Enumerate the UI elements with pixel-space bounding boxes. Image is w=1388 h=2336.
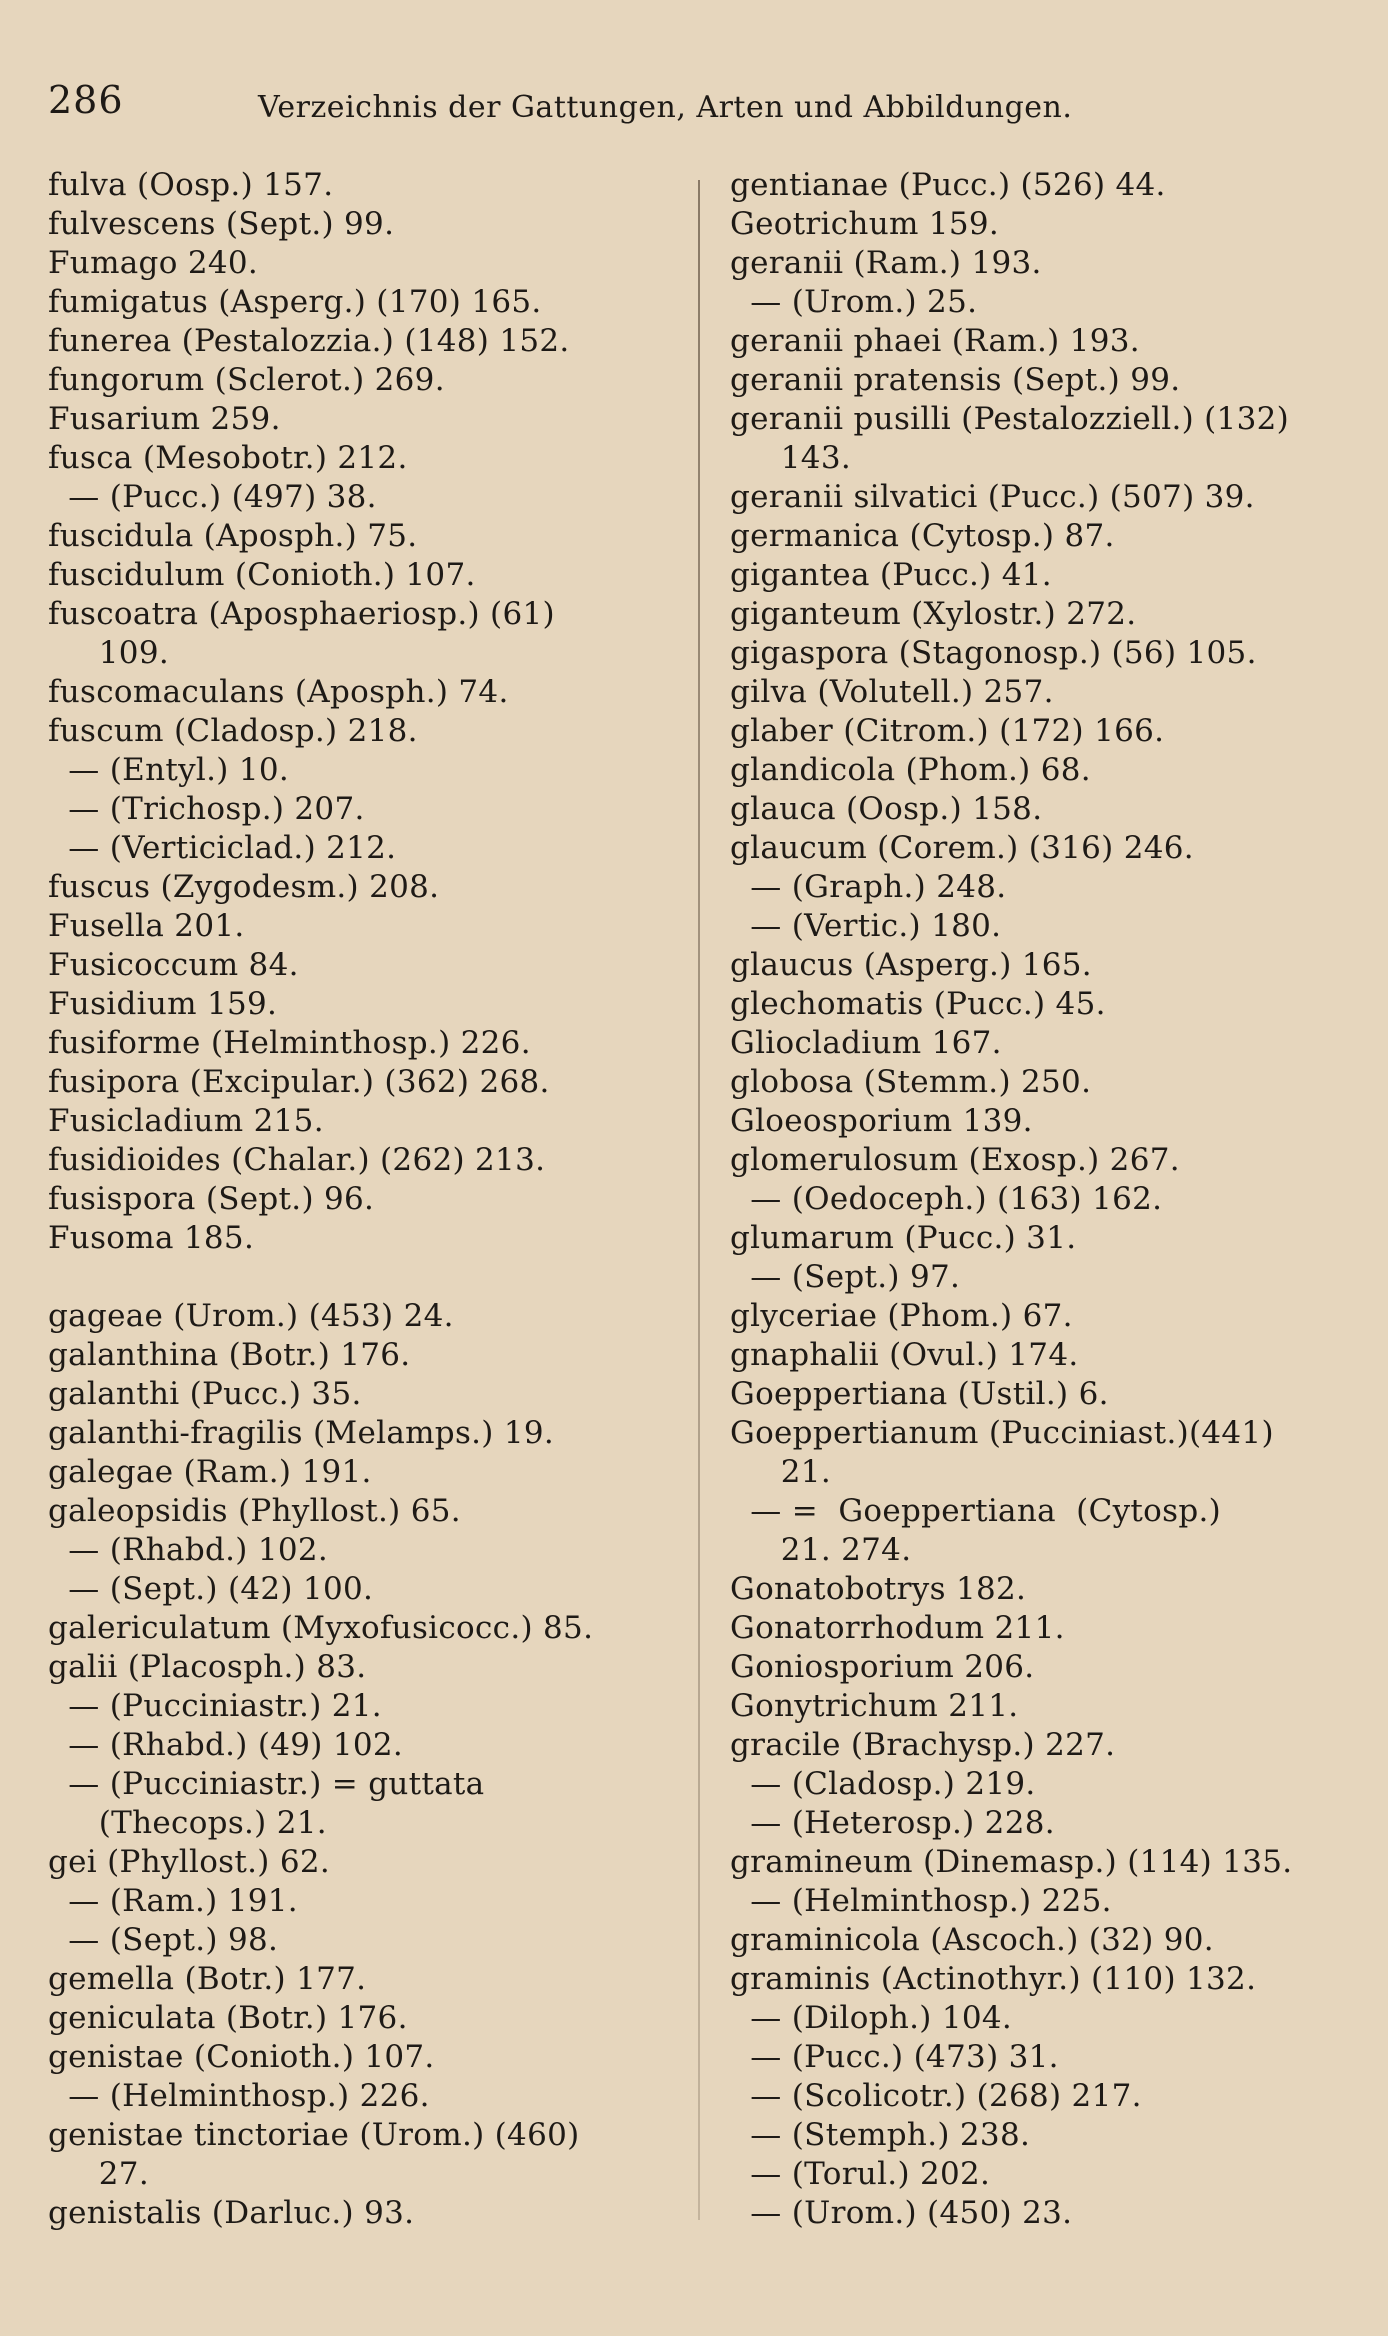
index-entry: Goniosporium 206.	[730, 1649, 1035, 1685]
section-gap	[48, 1258, 688, 1297]
index-entry: gramineum (Dinemasp.) (114) 135.	[730, 1844, 1293, 1880]
index-entry: 21.	[730, 1454, 831, 1490]
index-entry: glumarum (Pucc.) 31.	[730, 1220, 1077, 1256]
index-entry: gigaspora (Stagonosp.) (56) 105.	[730, 635, 1257, 671]
index-entry: — (Cladosp.) 219.	[730, 1766, 1036, 1802]
page-number: 286	[48, 78, 124, 122]
index-entry: — (Helminthosp.) 225.	[730, 1883, 1112, 1919]
index-entry: fuscum (Cladosp.) 218.	[48, 713, 418, 749]
index-entry: Goeppertianum (Pucciniast.)(441)	[730, 1415, 1274, 1451]
index-entry: galanthi (Pucc.) 35.	[48, 1376, 362, 1412]
index-entry: geranii (Ram.) 193.	[730, 245, 1042, 281]
index-entry: — (Scolicotr.) (268) 217.	[730, 2078, 1142, 2114]
index-entry: — (Sept.) (42) 100.	[48, 1571, 374, 1607]
index-entry: — (Graph.) 248.	[730, 869, 1007, 905]
index-entry: glandicola (Phom.) 68.	[730, 752, 1091, 788]
index-entry: fungorum (Sclerot.) 269.	[48, 362, 445, 398]
index-entry: Gonytrichum 211.	[730, 1688, 1019, 1724]
index-entry: gageae (Urom.) (453) 24.	[48, 1298, 454, 1334]
index-entry: — (Helminthosp.) 226.	[48, 2078, 430, 2114]
index-entry: 21. 274.	[730, 1532, 912, 1568]
index-entry: fusidioides (Chalar.) (262) 213.	[48, 1142, 546, 1178]
index-column-right	[730, 166, 1350, 2233]
index-entry: — (Urom.) 25.	[730, 284, 978, 320]
index-entry: genistae (Conioth.) 107.	[48, 2039, 435, 2075]
index-entry: glauca (Oosp.) 158.	[730, 791, 1043, 827]
index-entry: — (Verticiclad.) 212.	[48, 830, 397, 866]
index-entry: fulva (Oosp.) 157.	[48, 167, 334, 203]
index-entry: Fusicladium 215.	[48, 1103, 324, 1139]
index-entry: fusispora (Sept.) 96.	[48, 1181, 375, 1217]
index-entry: Fusoma 185.	[48, 1220, 255, 1256]
index-entry: gnaphalii (Ovul.) 174.	[730, 1337, 1079, 1373]
index-entry: — (Trichosp.) 207.	[48, 791, 365, 827]
index-entry: — (Torul.) 202.	[730, 2156, 991, 2192]
index-entry: — = Goeppertiana (Cytosp.)	[730, 1493, 1222, 1529]
index-entry: — (Heterosp.) 228.	[730, 1805, 1055, 1841]
index-entry: Fumago 240.	[48, 245, 259, 281]
index-entry: galanthina (Botr.) 176.	[48, 1337, 411, 1373]
index-entry: galii (Placosph.) 83.	[48, 1649, 367, 1685]
index-entry: (Thecops.) 21.	[48, 1805, 327, 1841]
index-entry: Gliocladium 167.	[730, 1025, 1002, 1061]
index-entry: galegae (Ram.) 191.	[48, 1454, 372, 1490]
index-entry: Goeppertiana (Ustil.) 6.	[730, 1376, 1109, 1412]
index-entry: graminicola (Ascoch.) (32) 90.	[730, 1922, 1214, 1958]
index-entry: gilva (Volutell.) 257.	[730, 674, 1054, 710]
index-entry: — (Pucciniastr.) 21.	[48, 1688, 382, 1724]
column-divider	[698, 180, 700, 2220]
index-entry: Fusarium 259.	[48, 401, 281, 437]
index-entry: — (Entyl.) 10.	[48, 752, 290, 788]
index-entry: glechomatis (Pucc.) 45.	[730, 986, 1106, 1022]
index-entry: Gonatobotrys 182.	[730, 1571, 1027, 1607]
index-entry: graminis (Actinothyr.) (110) 132.	[730, 1961, 1257, 1997]
index-entry: Fusidium 159.	[48, 986, 278, 1022]
index-entry: 27.	[48, 2156, 149, 2192]
index-entry: glaucus (Asperg.) 165.	[730, 947, 1092, 983]
index-entry: — (Rhabd.) (49) 102.	[48, 1727, 404, 1763]
index-entry: Gonatorrhodum 211.	[730, 1610, 1065, 1646]
index-entry: Fusella 201.	[48, 908, 245, 944]
index-entry: funerea (Pestalozzia.) (148) 152.	[48, 323, 570, 359]
index-entry: gracile (Brachysp.) 227.	[730, 1727, 1116, 1763]
index-entry: gemella (Botr.) 177.	[48, 1961, 367, 1997]
index-entry: Gloeosporium 139.	[730, 1103, 1033, 1139]
index-entry: globosa (Stemm.) 250.	[730, 1064, 1092, 1100]
index-entry: gentianae (Pucc.) (526) 44.	[730, 167, 1166, 203]
index-entry: glaber (Citrom.) (172) 166.	[730, 713, 1165, 749]
running-title: Verzeichnis der Gattungen, Arten und Abbildungen.	[258, 90, 1073, 125]
index-entry: Fusicoccum 84.	[48, 947, 299, 983]
index-entry: genistae tinctoriae (Urom.) (460)	[48, 2117, 580, 2153]
index-entry: — (Pucc.) (473) 31.	[730, 2039, 1059, 2075]
index-entry: 143.	[730, 440, 851, 476]
index-entry: fuscomaculans (Aposph.) 74.	[48, 674, 509, 710]
index-entry: glaucum (Corem.) (316) 246.	[730, 830, 1194, 866]
index-entry: fusiforme (Helminthosp.) 226.	[48, 1025, 531, 1061]
index-entry: — (Diloph.) 104.	[730, 2000, 1013, 2036]
index-entry: genistalis (Darluc.) 93.	[48, 2195, 415, 2231]
index-entry: — (Pucciniastr.) = guttata	[48, 1766, 485, 1802]
index-entry: — (Rhabd.) 102.	[48, 1532, 329, 1568]
index-entry: — (Ram.) 191.	[48, 1883, 298, 1919]
index-entry: fuscus (Zygodesm.) 208.	[48, 869, 440, 905]
index-entry: fumigatus (Asperg.) (170) 165.	[48, 284, 542, 320]
index-entry: germanica (Cytosp.) 87.	[730, 518, 1115, 554]
index-entry: geranii phaei (Ram.) 193.	[730, 323, 1140, 359]
index-entry: 109.	[48, 635, 169, 671]
index-entry: geranii pusilli (Pestalozziell.) (132)	[730, 401, 1290, 437]
index-entry: — (Pucc.) (497) 38.	[48, 479, 377, 515]
index-entry: — (Urom.) (450) 23.	[730, 2195, 1073, 2231]
index-entry: galericulatum (Myxofusicocc.) 85.	[48, 1610, 594, 1646]
index-entry: geniculata (Botr.) 176.	[48, 2000, 408, 2036]
index-entry: geranii silvatici (Pucc.) (507) 39.	[730, 479, 1255, 515]
index-entry: galeopsidis (Phyllost.) 65.	[48, 1493, 461, 1529]
index-entry: glomerulosum (Exosp.) 267.	[730, 1142, 1180, 1178]
index-entry: — (Sept.) 97.	[730, 1259, 961, 1295]
index-entry: fuscoatra (Aposphaeriosp.) (61)	[48, 596, 555, 632]
index-entry: — (Sept.) 98.	[48, 1922, 279, 1958]
index-entry: fuscidulum (Conioth.) 107.	[48, 557, 476, 593]
index-entry: — (Stemph.) 238.	[730, 2117, 1031, 2153]
index-column-left	[48, 166, 688, 2233]
index-entry: galanthi-fragilis (Melamps.) 19.	[48, 1415, 555, 1451]
index-entry: — (Oedoceph.) (163) 162.	[730, 1181, 1163, 1217]
index-entry: — (Vertic.) 180.	[730, 908, 1002, 944]
index-entry: glyceriae (Phom.) 67.	[730, 1298, 1073, 1334]
index-entry: gei (Phyllost.) 62.	[48, 1844, 331, 1880]
index-entry: fusipora (Excipular.) (362) 268.	[48, 1064, 550, 1100]
index-entry: fulvescens (Sept.) 99.	[48, 206, 395, 242]
index-entry: giganteum (Xylostr.) 272.	[730, 596, 1137, 632]
index-entry: Geotrichum 159.	[730, 206, 1000, 242]
page-header	[48, 78, 1338, 138]
index-entry: gigantea (Pucc.) 41.	[730, 557, 1052, 593]
index-entry: geranii pratensis (Sept.) 99.	[730, 362, 1181, 398]
index-entry: fusca (Mesobotr.) 212.	[48, 440, 408, 476]
index-entry: fuscidula (Aposph.) 75.	[48, 518, 418, 554]
